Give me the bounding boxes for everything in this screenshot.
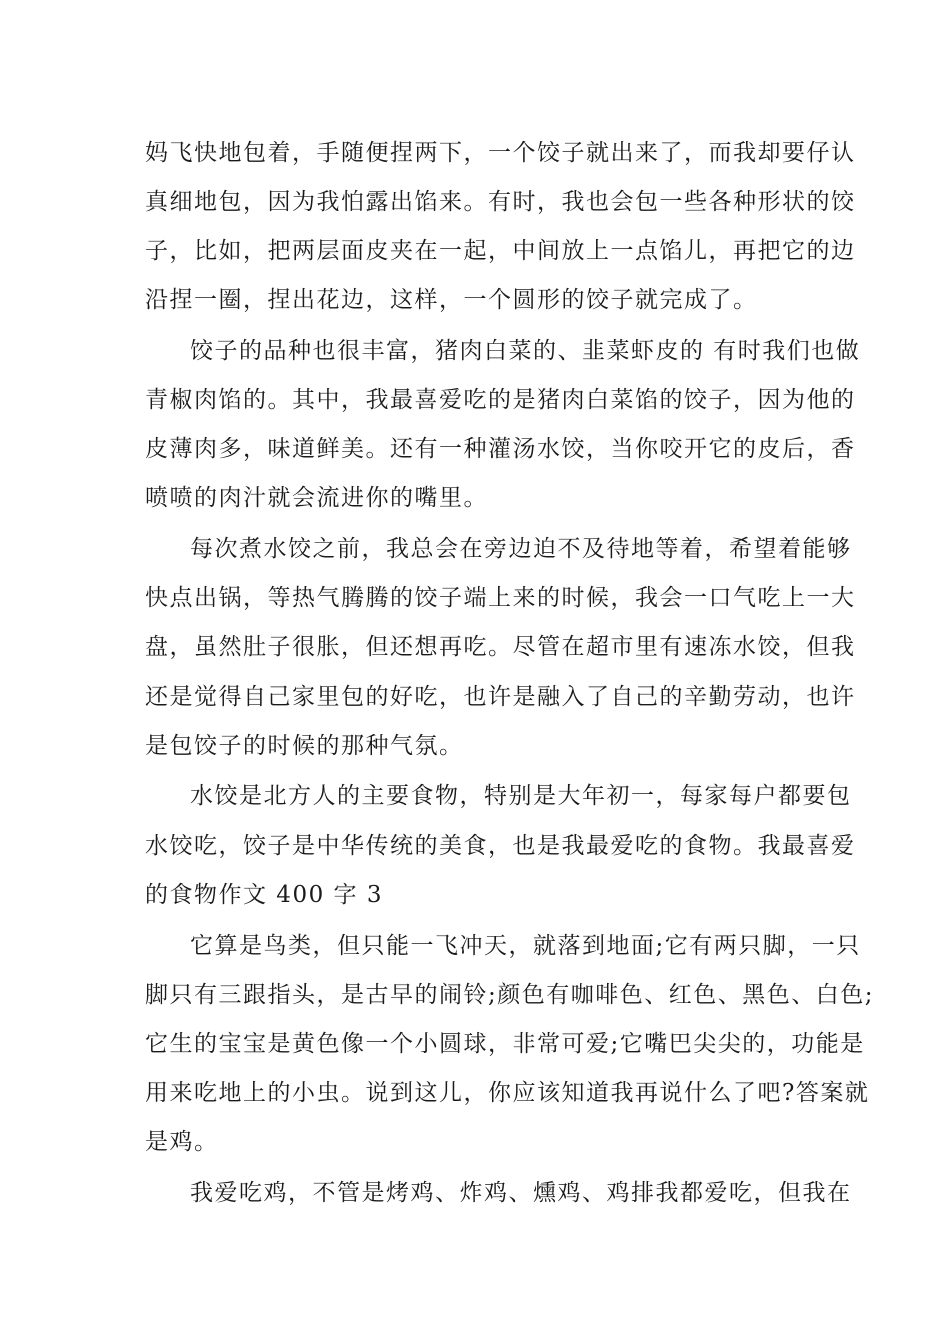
text-line: 快点出锅，等热气腾腾的饺子端上来的时候，我会一口气吃上一大 — [145, 585, 856, 611]
text-line: 盘，虽然肚子很胀，但还想再吃。尽管在超市里有速冻水饺，但我 — [145, 634, 856, 660]
paragraph-start-line: 水饺是北方人的主要食物，特别是大年初一，每家每户都要包 — [190, 783, 852, 809]
text-line: 喷喷的肉汁就会流进你的嘴里。 — [145, 485, 488, 511]
text-line: 脚只有三跟指头，是古早的闹铃;颜色有咖啡色、红色、黑色、白色; — [145, 982, 874, 1008]
text-line: 是包饺子的时候的那种气氛。 — [145, 733, 464, 759]
text-line: 青椒肉馅的。其中，我最喜爱吃的是猪肉白菜馅的饺子，因为他的 — [145, 387, 856, 413]
text-line: 皮薄肉多，味道鲜美。还有一种灌汤水饺，当你咬开它的皮后，香 — [145, 436, 856, 462]
paragraph-start-line: 我爱吃鸡，不管是烤鸡、炸鸡、燻鸡、鸡排我都爱吃，但我在 — [190, 1180, 852, 1206]
paragraph-start-line: 每次煮水饺之前，我总会在旁边迫不及待地等着，希望着能够 — [190, 536, 852, 562]
text-line: 它生的宝宝是黄色像一个小圆球，非常可爱;它嘴巴尖尖的，功能是 — [145, 1031, 865, 1057]
paragraph-start-line: 饺子的品种也很丰富，猪肉白菜的、韭菜虾皮的 有时我们也做 — [190, 338, 861, 364]
text-line: 的食物作文 400 字 3 — [145, 882, 383, 908]
text-line: 子，比如，把两层面皮夹在一起，中间放上一点馅儿，再把它的边 — [145, 238, 856, 264]
text-line: 是鸡。 — [145, 1129, 219, 1155]
text-line: 真细地包，因为我怕露出馅来。有时，我也会包一些各种形状的饺 — [145, 189, 856, 215]
text-line: 用来吃地上的小虫。说到这儿，你应该知道我再说什么了吧?答案就 — [145, 1080, 870, 1106]
paragraph-start-line: 它算是鸟类，但只能一飞冲天，就落到地面;它有两只脚，一只 — [190, 933, 861, 959]
text-line: 还是觉得自己家里包的好吃，也许是融入了自己的辛勤劳动，也许 — [145, 684, 856, 710]
text-line: 妈飞快地包着，手随便捏两下，一个饺子就出来了，而我却要仔认 — [145, 140, 856, 166]
text-line: 水饺吃，饺子是中华传统的美食，也是我最爱吃的食物。我最喜爱 — [145, 833, 856, 859]
text-line: 沿捏一圈，捏出花边，这样，一个圆形的饺子就完成了。 — [145, 287, 758, 313]
